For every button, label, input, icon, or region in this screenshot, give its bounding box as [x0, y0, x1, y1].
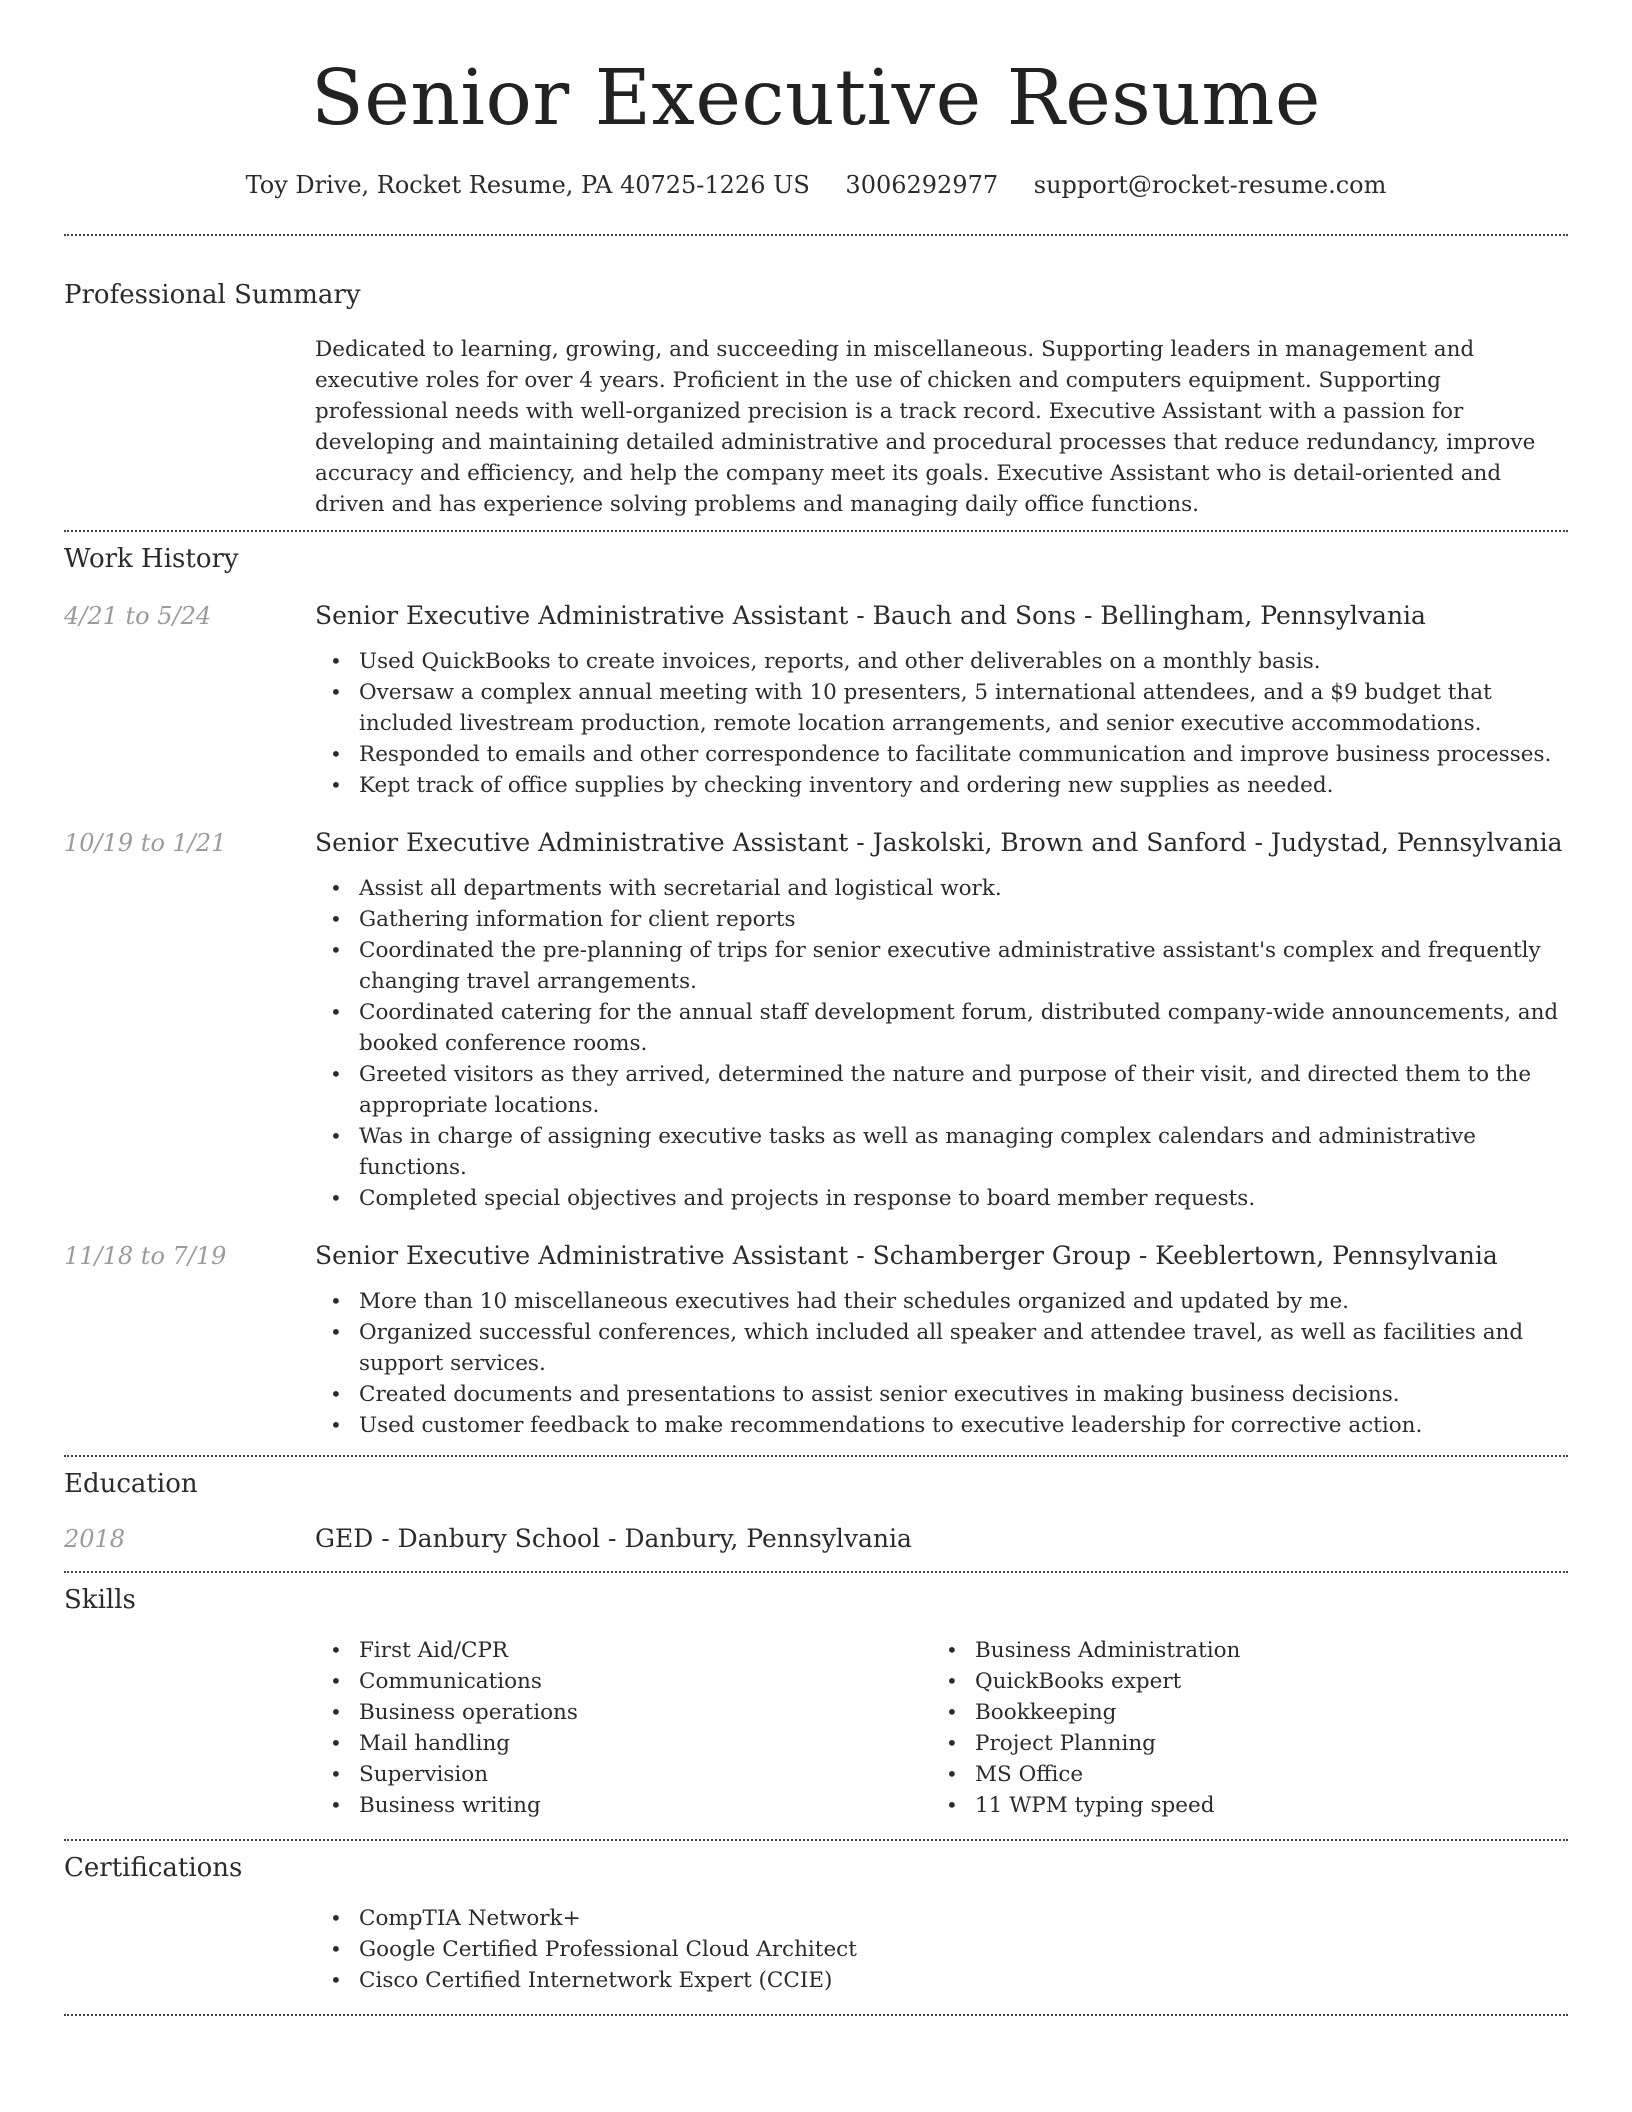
contact-address: Toy Drive, Rocket Resume, PA 40725-1226 US — [245, 171, 810, 199]
list-item: • Used customer feedback to make recommendations to executive leadership for corrective action. — [315, 1410, 1568, 1441]
section-title-certifications: Certifications — [64, 1853, 243, 1883]
job-heading: Senior Executive Administrative Assistant - Jaskolski, Brown and Sanford - Judystad, Pennsylvania — [315, 828, 1563, 857]
job-bullets — [315, 646, 1568, 801]
education-year: 2018 — [64, 1525, 126, 1553]
job-dates: 10/19 to 1/21 — [64, 829, 227, 857]
job-heading: Senior Executive Administrative Assistant - Schamberger Group - Keeblertown, Pennsylvania — [315, 1241, 1498, 1270]
resume-header — [64, 0, 1568, 200]
job-entry — [64, 1240, 1568, 1441]
skills-section — [64, 1583, 1568, 1821]
summary-section — [64, 278, 1568, 520]
job-bullets — [315, 1286, 1568, 1441]
list-item: • More than 10 miscellaneous executives had their schedules organized and updated by me. — [315, 1286, 1568, 1317]
skill-item: • Project Planning — [931, 1728, 1547, 1759]
certification-item: • Google Certified Professional Cloud Architect — [315, 1934, 1568, 1965]
skill-item: • Business writing — [315, 1790, 931, 1821]
divider — [64, 1839, 1568, 1841]
section-title-summary: Professional Summary — [64, 280, 361, 310]
skill-item: • Bookkeeping — [931, 1697, 1547, 1728]
section-title-education: Education — [64, 1469, 198, 1499]
education-entry — [64, 1523, 1568, 1555]
job-dates: 4/21 to 5/24 — [64, 602, 212, 630]
job-heading: Senior Executive Administrative Assistant - Bauch and Sons - Bellingham, Pennsylvania — [315, 601, 1426, 630]
section-title-work-history: Work History — [64, 544, 239, 574]
contact-line — [64, 170, 1568, 200]
contact-phone: 3006292977 — [845, 171, 999, 199]
skills-list-right — [931, 1635, 1547, 1821]
divider — [64, 234, 1568, 236]
skill-item: • Business operations — [315, 1697, 931, 1728]
list-item: • Assist all departments with secretarial and logistical work. — [315, 873, 1568, 904]
skill-item: • QuickBooks expert — [931, 1666, 1547, 1697]
skill-item: • Business Administration — [931, 1635, 1547, 1666]
list-item: • Gathering information for client reports — [315, 904, 1568, 935]
divider — [64, 1455, 1568, 1457]
skills-list-left — [315, 1635, 931, 1821]
list-item: • Used QuickBooks to create invoices, reports, and other deliverables on a monthly basis. — [315, 646, 1568, 677]
skill-item: • 11 WPM typing speed — [931, 1790, 1547, 1821]
work-history-section — [64, 542, 1568, 1441]
list-item: • Oversaw a complex annual meeting with 10 presenters, 5 international attendees, and a $9 budget that included livestream production, remote location arrangements, and senior executive accommodations. — [315, 677, 1568, 739]
list-item: • Kept track of office supplies by checking inventory and ordering new supplies as needed. — [315, 770, 1568, 801]
divider — [64, 530, 1568, 532]
list-item: • Coordinated the pre-planning of trips for senior executive administrative assistant's complex and frequently changing travel arrangements. — [315, 935, 1568, 997]
summary-text: Dedicated to learning, growing, and succeeding in miscellaneous. Supporting leaders in management and executive roles for over 4 years. Proficient in the use of chicken and computers equipment. Supporting professional needs with well-organized precision is a track record. Executive Assistant with a passion for developing and maintaining detailed administrative and procedural processes that reduce redundancy, improve accuracy and efficiency, and help the company meet its goals. Executive Assistant who is detail-oriented and driven and has experience solving problems and managing daily office functions. — [315, 337, 1536, 517]
skill-item: • Communications — [315, 1666, 931, 1697]
job-entry — [64, 600, 1568, 801]
skill-item: • First Aid/CPR — [315, 1635, 931, 1666]
resume-name: Senior Executive Resume — [311, 54, 1321, 143]
list-item: • Completed special objectives and projects in response to board member requests. — [315, 1183, 1568, 1214]
job-bullets — [315, 873, 1568, 1214]
list-item: • Coordinated catering for the annual staff development forum, distributed company-wide announcements, and booked conference rooms. — [315, 997, 1568, 1059]
skill-item: • MS Office — [931, 1759, 1547, 1790]
skill-item: • Supervision — [315, 1759, 931, 1790]
skill-item: • Mail handling — [315, 1728, 931, 1759]
certification-item: • Cisco Certified Internetwork Expert (CCIE) — [315, 1965, 1568, 1996]
list-item: • Was in charge of assigning executive tasks as well as managing complex calendars and administrative functions. — [315, 1121, 1568, 1183]
education-section — [64, 1467, 1568, 1555]
list-item: • Greeted visitors as they arrived, determined the nature and purpose of their visit, and directed them to the appropriate locations. — [315, 1059, 1568, 1121]
certification-item: • CompTIA Network+ — [315, 1903, 1568, 1934]
education-heading: GED - Danbury School - Danbury, Pennsylvania — [315, 1524, 912, 1553]
job-entry — [64, 827, 1568, 1214]
list-item: • Responded to emails and other correspondence to facilitate communication and improve business processes. — [315, 739, 1568, 770]
list-item: • Created documents and presentations to assist senior executives in making business decisions. — [315, 1379, 1568, 1410]
certifications-list — [315, 1903, 1568, 1996]
contact-email: support@rocket-resume.com — [1033, 171, 1387, 199]
certifications-section — [64, 1851, 1568, 1996]
divider — [64, 1571, 1568, 1573]
section-title-skills: Skills — [64, 1585, 136, 1615]
list-item: • Organized successful conferences, which included all speaker and attendee travel, as well as facilities and support services. — [315, 1317, 1568, 1379]
job-dates: 11/18 to 7/19 — [64, 1242, 227, 1270]
divider — [64, 2014, 1568, 2016]
